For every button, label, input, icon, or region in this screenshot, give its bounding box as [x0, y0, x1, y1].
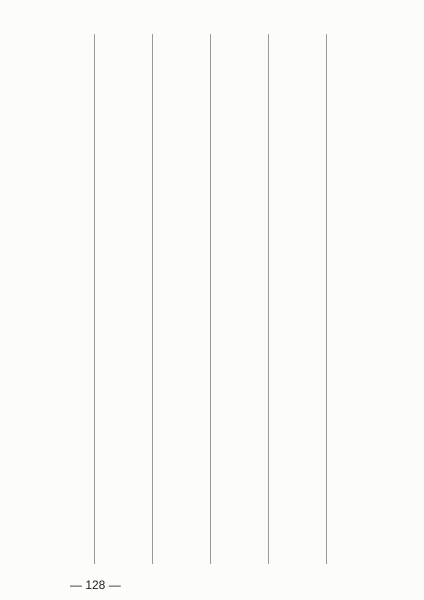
column-block-1	[36, 34, 94, 564]
column-block-5	[268, 34, 327, 564]
column-block-6	[326, 34, 385, 564]
page-frame	[36, 34, 394, 570]
column-block-2	[94, 34, 153, 564]
column-block-3	[152, 34, 211, 564]
column-block-4	[210, 34, 269, 564]
page-number: — 128 —	[70, 578, 121, 592]
